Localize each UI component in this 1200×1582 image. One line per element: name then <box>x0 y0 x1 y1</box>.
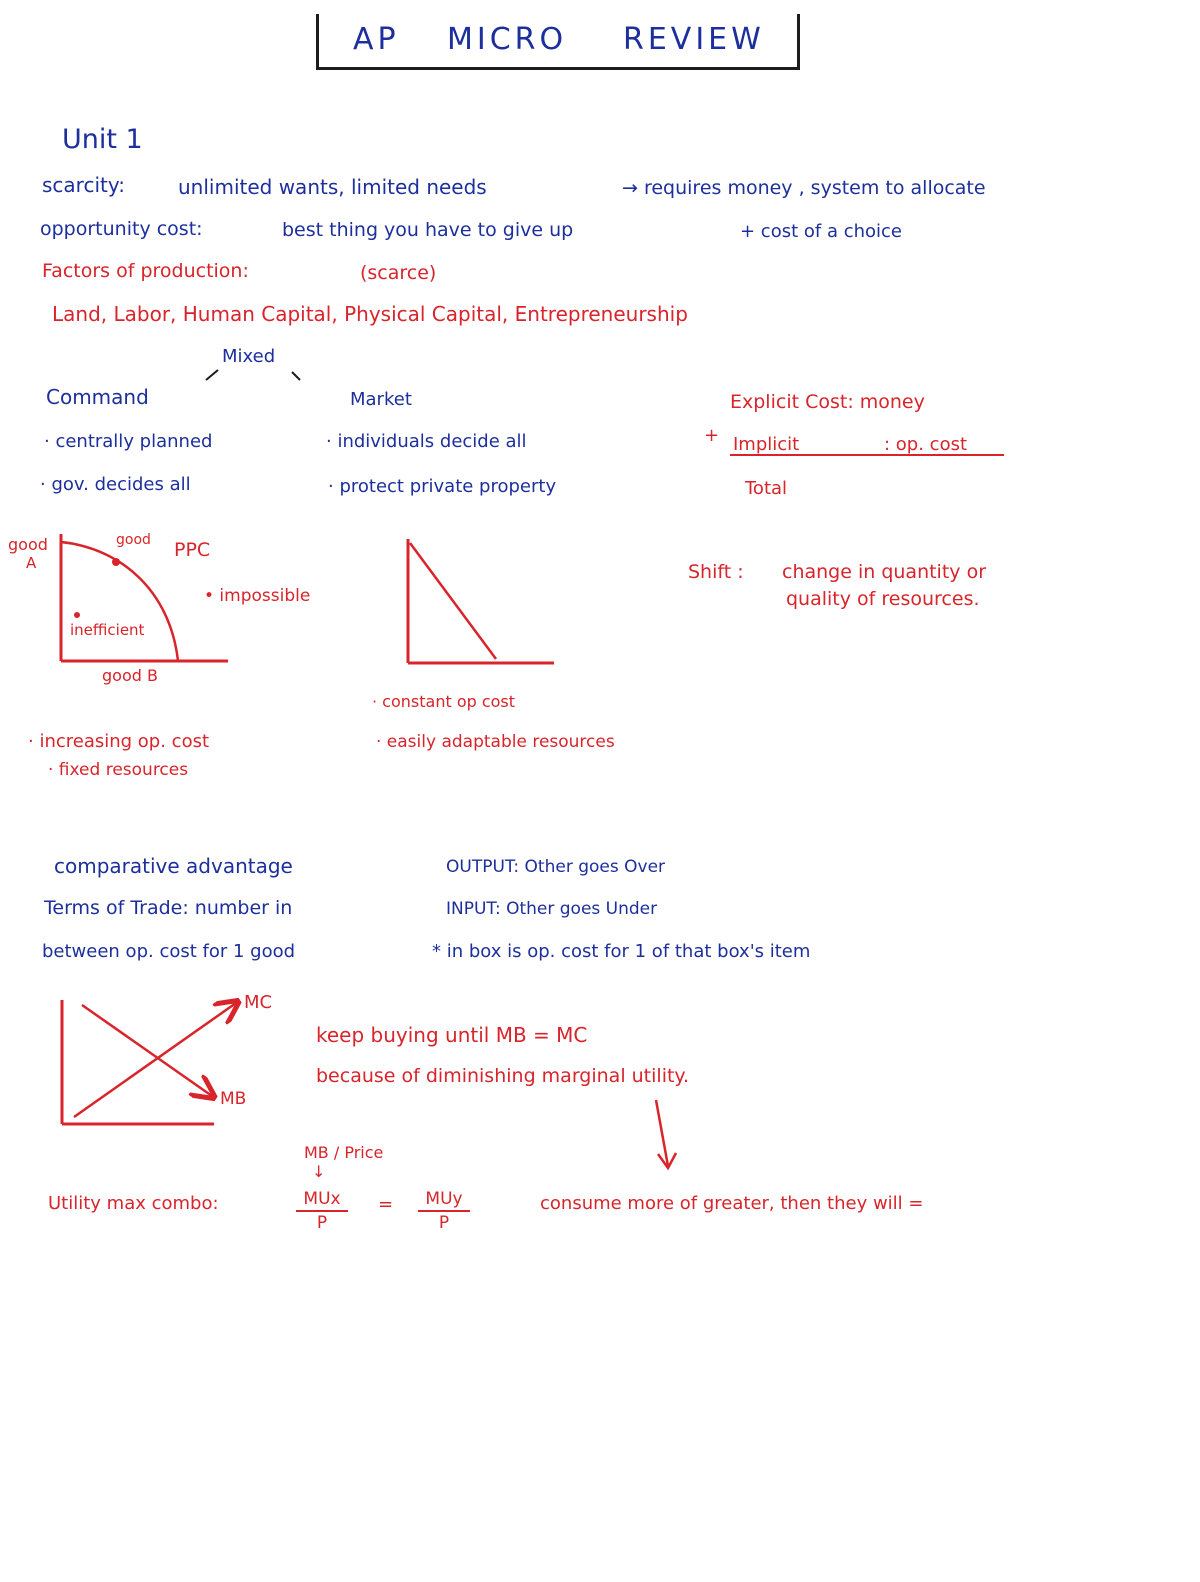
cost-plus: + <box>704 425 720 446</box>
factors-label: Factors of production: <box>42 260 249 282</box>
mb-price-label: MB / Price <box>304 1143 384 1162</box>
terms-of-trade-line-1: Terms of Trade: number in <box>44 897 293 919</box>
mux-denominator: P <box>316 1213 328 1233</box>
ppc-impossible-label: • impossible <box>204 586 311 606</box>
mb-price-arrow: ↓ <box>312 1162 326 1181</box>
utility-max-label: Utility max combo: <box>48 1193 219 1214</box>
box-note: * in box is op. cost for 1 of that box's item <box>432 941 811 962</box>
title-word-review: REVIEW <box>623 22 765 57</box>
ppc-note-1: · increasing op. cost <box>28 731 210 752</box>
ppc-note-2: · fixed resources <box>48 760 189 780</box>
opportunity-cost-text: best thing you have to give up <box>282 219 574 241</box>
opportunity-cost-note: + cost of a choice <box>740 221 902 242</box>
implicit-value: : op. cost <box>884 434 968 455</box>
command-title: Command <box>46 385 149 409</box>
diminishing-utility-note: because of diminishing marginal utility. <box>316 1065 689 1087</box>
linear-ppc-note-2: · easily adaptable resources <box>376 732 615 752</box>
title-box <box>316 14 800 70</box>
muy-over-p-fraction <box>418 1189 470 1233</box>
mc-label: MC <box>244 992 273 1013</box>
command-item-1: · centrally planned <box>44 431 213 452</box>
factors-list: Land, Labor, Human Capital, Physical Capital, Entrepreneurship <box>52 302 688 326</box>
shift-line-2: quality of resources. <box>786 588 980 610</box>
implicit-label: Implicit <box>733 434 800 455</box>
total-cost: Total <box>745 478 788 499</box>
ppc-title: PPC <box>174 539 211 561</box>
ppc-y-label-a: A <box>26 554 37 572</box>
scarcity-term: scarcity: <box>42 173 125 197</box>
keep-buying-rule: keep buying until MB = MC <box>316 1023 588 1047</box>
market-item-2: · protect private property <box>328 476 557 497</box>
input-rule: INPUT: Other goes Under <box>446 899 658 919</box>
muy-numerator: MUy <box>418 1189 470 1212</box>
unit-heading: Unit 1 <box>62 124 143 155</box>
linear-ppc-graph <box>398 535 558 670</box>
market-item-1: · individuals decide all <box>326 431 527 452</box>
ppc-point-label: good <box>116 532 151 548</box>
comparative-advantage: comparative advantage <box>54 854 293 878</box>
ppc-inefficient-label: inefficient <box>70 621 145 639</box>
consume-more-rule: consume more of greater, then they will = <box>540 1193 924 1214</box>
explicit-cost: Explicit Cost: money <box>730 391 925 413</box>
linear-ppc-note-1: · constant op cost <box>372 692 516 711</box>
mixed-label: Mixed <box>222 346 276 367</box>
mixed-branch-lines <box>200 366 310 386</box>
mb-label: MB <box>220 1089 247 1109</box>
scarcity-arrow-note: → requires money , system to allocate <box>622 177 986 199</box>
factors-note: (scarce) <box>360 262 437 284</box>
ppc-x-label: good B <box>102 666 158 685</box>
mux-numerator: MUx <box>296 1189 348 1212</box>
ppc-y-label-good: good <box>8 535 48 554</box>
utility-equals: = <box>378 1194 394 1215</box>
cost-sum-line <box>728 452 1008 458</box>
terms-of-trade-line-2: between op. cost for 1 good <box>42 941 296 962</box>
opportunity-cost-term: opportunity cost: <box>40 218 203 240</box>
market-title: Market <box>350 389 412 410</box>
shift-line-1: change in quantity or <box>782 561 987 583</box>
command-item-2: · gov. decides all <box>40 474 191 495</box>
shift-label: Shift : <box>688 561 744 583</box>
title-word-ap: AP <box>353 22 400 57</box>
scarcity-text: unlimited wants, limited needs <box>178 175 487 199</box>
muy-denominator: P <box>438 1213 450 1233</box>
down-arrow-to-rule <box>648 1098 688 1174</box>
mux-over-p-fraction <box>296 1189 348 1233</box>
output-rule: OUTPUT: Other goes Over <box>446 857 666 877</box>
mb-mc-graph <box>56 990 276 1135</box>
title-word-micro: MICRO <box>447 22 568 57</box>
